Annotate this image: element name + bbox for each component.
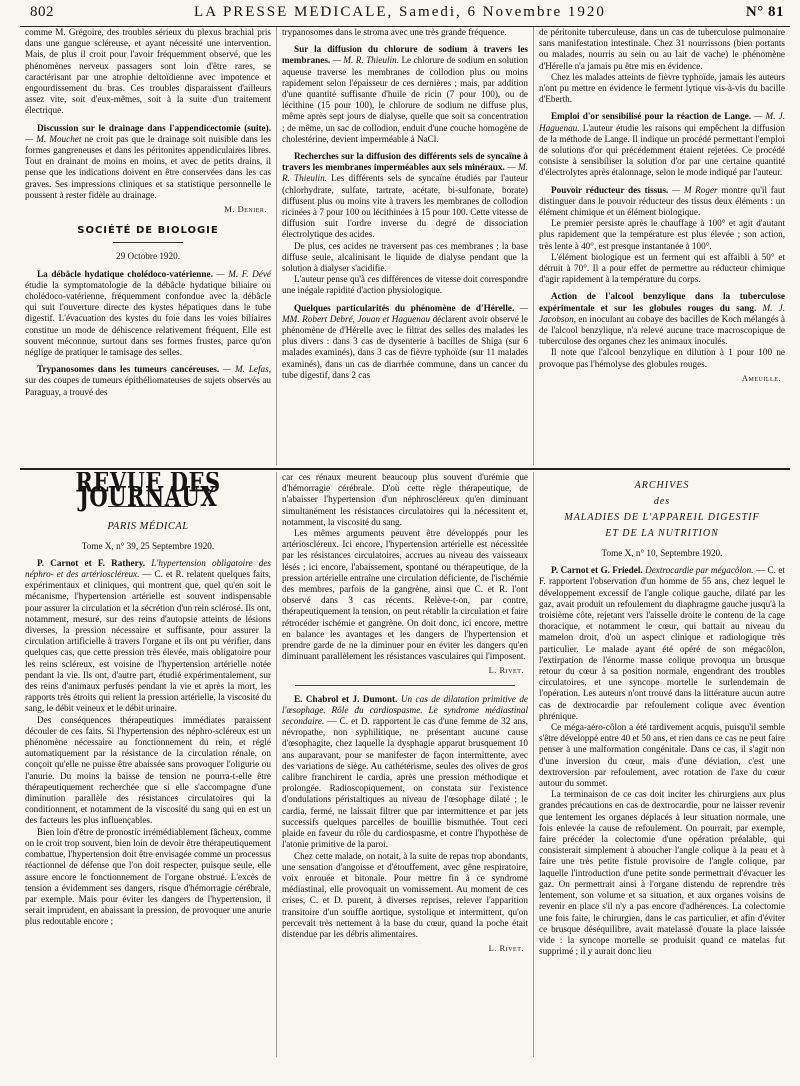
article-author: — M. J. Haguenau. (539, 111, 786, 133)
article-title: Un cas de dilatation primitive de l'œsophage. Rôle du cardiospasme. Le syndrome médiastinal secondaire. (282, 693, 528, 727)
signature: Ameuille. (741, 372, 781, 383)
paragraph: Bien loin d'être de pronostic irrémédiablement fâcheux, comme on le croit trop souvent, bien loin de devoir être thérapeutiquement combattue, l'hypertension doit être envisagée comme un processus réactionnel de défense que l'on doit respecter, puisque seule, elle assure encore le fonctionnement de l'organe obstrué. L'excès de tension a évidemment ses dangers, risque d'hémorragie cérébrale, par exemple. Mais pour éviter les dangers de l'hypertension, il serait imprudent, en abaissant la pression, de provoquer une anurie plus redoutable encore ; (25, 826, 271, 927)
article-title: L'hypertension obligatoire des néphro- et des artérioscléreux. (25, 557, 271, 580)
article-author: — M Roger (671, 184, 718, 195)
article-title: Recherches sur la diffusion des différents sels de syncaïne à travers les membranes imperméables aux sels minéraux. (282, 151, 528, 173)
newspaper-title: LA PRESSE MEDICALE, Samedi, 6 Novembre 1920 (194, 4, 606, 20)
article-title: Quelques particularités du phénomène de d'Hérelle. (294, 302, 515, 313)
paragraph: Les mêmes arguments peuvent être développés pour les artérioscléreux. Ici encore, l'hypertension artérielle est nécessitée par les résistances circulatoires, accrues au niveau des vaisseaux lésés ; ici encore, l'abaissement, spontané ou thérapeutique, de la pression artérielle entraîne une circulation déficiente, de l'ischémie des membres, parfois de la gangrène, ainsi que C. et R. l'ont observé dans 3 cas récents. Relève-t-on, par contre, thérapeutiquement la tension, on peut rétablir la circulation et faire rétrocéder ischémie et gangrène. On doit donc, ici encore, mettre en balance les avantages et les dangers de l'hypertension et prendre garde de ne la diminuer pour en éviter les dangers qu'en diminuant parallèlement les résistances vasculaires qui l'imposent. (282, 528, 528, 662)
article (539, 565, 785, 722)
article-title: Trypanosomes dans les tumeurs cancéreuses. (37, 364, 220, 375)
paragraph: Chez cette malade, on notait, à la suite de repas trop abondants, une sensation d'angoisse et d'étouffement, avec gêne respiratoire, voix enrouée et bitonale. Pour mettre fin à ce syndrome médiastinal, elle provoquait un vomissement. Au moment de ces crises, C. et D. purent, à diverses reprises, relever l'apparition transitoire d'un souffle aortique, systolique et intermittent, qu'on percevait très nettement à la base du cœur, quand la poche était distendue par les débris alimentaires. (282, 850, 528, 939)
article-title: La débâcle hydatique cholédoco-vatérienne. (37, 268, 213, 279)
article-title: Discussion sur le drainage dans l'appendicectomie (suite). (37, 122, 271, 133)
article-title: Dextrocardie par mégacôlon. (642, 565, 754, 576)
article-text: — C. et D. rapportent le cas d'une femme de 32 ans, névropathe, non syphilitique, ne présentant aucune cause d'œsophagite, chez laquelle la dysphagie apparut brusquement 10 ans auparavant, pour se manifester de façon intermittente, avec des variations de siège. Au cathétérisme, seules des olives de gros calibre franchirent le cardia, après une pression méthodique et prolongée. Radioscopiquement, on constata sur l'existence d'ondulations péristaltiques au niveau de l'œsophage dilaté ; le cardia, fermé, ne laissait filtrer que par intermittence et par jets successifs quelques parcelles de bouillie bismuthée. Tout ceci plaide en faveur du rôle du cardiospasme, et contre l'hypothèse de l'atonie primitive de la paroi. (282, 716, 528, 850)
journal-name-line: MALADIES DE L'APPAREIL DIGESTIF (564, 512, 760, 523)
article-text: montre qu'il faut distinguer dans le pouvoir réducteur des tissus deux éléments : un élément chimique et un élément biologique. (539, 184, 786, 218)
article-text: — C. et R. relatent quelques faits, expérimentaux et cliniques, qui montrent que, quel qu'en soit le mécanisme, l'hypertension artérielle est souvent indispensable pour assurer la circulation et la sécrétion d'un rein sclérosé. Ils ont, notamment, mesuré, sur des reins d'autopsie atteints de lésions diverses, la pression nécessaire et suffisante, pour assurer la circulation artificielle à travers l'organe et ils ont pu vérifier, dans quelques cas, que cette pression très élevée, mais obligatoire pour les reins scléreux, est voisine de l'hypertension artérielle notée pendant la vie. Ils ont, d'autre part, étudié expérimentalement, sur des reins d'animaux perfusés pendant la vie et après la mort, les rapports très étroits qui relient la pression artérielle, la viscosité du sang, le débit veineux et le débit urinaire. (25, 569, 271, 714)
bottom-column-3 (533, 472, 790, 1057)
journal-issue: Tome X, n° 10, Septembre 1920. (601, 548, 723, 558)
article (282, 44, 528, 145)
article-author: — M. Lefas (223, 364, 269, 375)
article-text: L'auteur étudie les raisons qui empêchent la diffusion de la méthode de Lange. Il indique un procédé permettant l'emploi de solutions d'or qui précédemment étaient rejetées. Ce procédé consiste à sensibiliser la solution d'or par une certaine quantité d'électrolytes après étalonnage, selon le mode indiqué par l'auteur. (539, 122, 785, 178)
article-authors: P. Carnot et G. Friedel. (551, 565, 643, 576)
article-text: Le chlorure de sodium en solution aqueuse traverse les membranes de collodion plus ou moins rapidement selon l'épaisseur de ces dernières ; mais, par addition d'une quantité suffisante d'huile de ricin (7 pour 100), ou de lécithine (15 pour 100), le chlorure de sodium ne diffuse plus, même après sept jours de dialyse, quelle que soit sa concentration ; de même, un sac de collodion, enduit d'une couche homogène de cholestérine, devient imperméable à NaCl. (282, 55, 529, 144)
article (282, 694, 528, 851)
journal-name-line: ARCHIVES (634, 480, 690, 491)
paragraph: car ces rénaux meurent beaucoup plus souvent d'urémie que d'hémorragie cérébrale. D'où cette règle thérapeutique, de n'abaisser l'hypertension d'un néphroscléreux qu'en diminuant simultanément les résistances circulatoires qui la nécessitent et, notamment, la viscosité du sang. (282, 472, 528, 527)
paragraph: Chez les malades atteints de fièvre typhoïde, jamais les auteurs n'ont pu mettre en évidence le ferment lytique vis-à-vis du bacille d'Eberth. (539, 71, 785, 105)
article (25, 123, 271, 201)
article-text: Les différents sels de syncaïne étudiés par l'auteur (chlorhydrate, sulfate, tartrate, acétate, bi-sulfonate, borate) diffusent plus ou moins vite à travers les membranes de collodion ricinées à 7 pour 100 ou lécithinées à 15 pour 100. Cette vitesse de diffusion suit l'ordre inverse du degré de dissociation électrolytique des acides. (282, 173, 528, 240)
article-text: déclarent avoir observé le phénomène de d'Hérelle avec le filtrat des selles des malades les plus divers : dans 3 cas de dysenterie à bacilles de Shiga (sur 6 malades examinés), dans 3 cas de fièvre typhoïde (sur 11 malades examinés), dans un cas de diarrhée commune, dans un cancer du tube digestif, dans 2 cas (282, 313, 528, 380)
paragraph: comme M. Grégoire, des troubles sérieux du plexus brachial pris dans une gangue scléreuse, et ayant nécessité une intervention. Mais, de plus il croit pour l'avoir fréquemment observé, que les phénomènes nerveux passagers sont loin d'être rares, se caractérisant par une atrophie deltoïdienne avec impotence et engourdissement du bras. Ces troubles disparaissent d'ailleurs assez vite, soit d'eux-mêmes, soit à la suite d'un traitement électrique. (25, 27, 271, 116)
bottom-columns (20, 472, 790, 1057)
article (25, 558, 271, 715)
article (25, 364, 271, 398)
journal-name-line: ET DE LA NUTRITION (605, 528, 719, 539)
journal-issue: Tome X, n° 39, 25 Septembre 1920. (81, 540, 215, 551)
revue-title: REVUE DES JOURNAUX (75, 472, 221, 513)
article (539, 291, 785, 347)
journal-name (539, 478, 785, 542)
article (282, 303, 528, 381)
article-author: — M. R. Thieulin. (282, 162, 529, 184)
signature: L. Rivet. (488, 943, 524, 954)
article-text: , sur des coupes de tumeurs épithéliomateuses de sujets observés au Paraguay, a trouvé des (25, 364, 272, 397)
article-text: ne croit pas que le drainage soit nuisible dans les formes gangreneuses et dans les péritonites appendiculaires libres. Tout en drainant de moins en moins, et avec de petits drains, il pense que les indications doivent en être conservées dans les cas graves. Ses impressions cliniques et sa statistique personnelle le poussent à rester fidèle au drainage. (25, 133, 271, 200)
article-author: — M. R. Thieulin. (332, 55, 399, 66)
journal-name: PARIS MÉDICAL (107, 521, 189, 533)
article-authors: P. Carnot et F. Rathery. (37, 557, 146, 568)
article-author: M. J. Jacobson, (539, 302, 785, 324)
section-date: 29 Octobre 1920. (115, 251, 181, 262)
article (539, 111, 785, 178)
article-authors: E. Chabrol et J. Dumont. (294, 693, 398, 704)
issue-number: N° 81 (745, 4, 784, 20)
paragraph: De plus, ces acides ne traversent pas ces membranes ; la base diffuse seule, alcalinisant le liquide de dialyse pendant que la solution à dialyser s'acidifie. (282, 240, 528, 274)
top-column-2 (276, 27, 533, 465)
article (282, 151, 528, 241)
paragraph: de péritonite tuberculeuse, dans un cas de tuberculose pulmonaire sans manifestation intestinale. Chez 31 nourrissons (bien portants ou malades, nourris au sein ou au lait de vache) le phénomène d'Hérelle n'a jamais pu être mis en évidence. (539, 27, 785, 71)
paragraph: L'auteur pense qu'à ces différences de vitesse doit correspondre une inégale rapidité d'action physiologique. (282, 274, 528, 296)
paragraph: L'élément biologique est un ferment qui est affaibli à 50° et détruit à 70°. Il a pour effet de permettre au réducteur chimique d'agir rapidement à la température du corps. (539, 251, 785, 285)
journal-name-line: des (653, 496, 671, 507)
signature: L. Rivet. (488, 665, 524, 676)
paragraph: Ce méga-aéro-côlon a été tardivement acquis, puisqu'il semble s'être développé entre 40 et 50 ans, et rien dans ce cas ne peut faire penser à une malformation congénitale. Dans ce cas, il s'agit non d'une inversion du cœur, mais d'une déviation, c'est une dextroversion par refoulement, avec rotation de l'axe du cœur autour du sommet. (539, 722, 785, 789)
article-author: — M. Mouchet (25, 133, 82, 144)
newspaper-page (20, 4, 790, 1076)
section-divider (20, 468, 790, 470)
bottom-column-1 (20, 472, 276, 1057)
article-title: Emploi d'or sensibilisé pour la réaction de Lange. (551, 111, 752, 122)
article-author: — M. F. Dévé (216, 268, 271, 279)
paragraph: Le premier persiste après le chauffage à 100° et agit d'autant plus rapidement que la température est plus élevée ; son action, très lente à 40°, est presque instantanée à 100°. (539, 218, 785, 251)
page-number: 802 (30, 4, 54, 20)
top-column-1 (20, 27, 276, 465)
paragraph: Il note que l'alcool benzylique en dilution à 1 pour 100 ne provoque pas l'hémolyse des globules rouges. (539, 347, 785, 369)
article-title: Sur la diffusion du chlorure de sodium à travers les membranes. (282, 44, 528, 66)
signature: M. Denier. (224, 204, 267, 215)
paragraph: Des conséquences thérapeutiques immédiates paraissent découler de ces faits. Si l'hypertension des néphro-scléreux est un phénomène nécessaire au fonctionnement du rein, et réglé automatiquement par la résistance de la circulation rénale, on conçoit qu'elle ne puisse être abaissée sans provoquer l'oligurie ou l'anurie. Du moins la baisse de tension ne pourra-t-elle être thérapeutiquement recherchée que si elle s'accompagne d'une diminution parallèle des résistances circulatoires qui la conditionnent, et notamment de la viscosité du sang qui en est un des facteurs les plus influençables. (25, 714, 271, 826)
article (539, 185, 785, 219)
article (25, 269, 271, 359)
page-header (20, 4, 790, 27)
article-text: — C. et F. rapportent l'observation d'un homme de 55 ans, chez lequel le développement excessif de l'angle colique gauche, dilaté par les gaz, avait produit un refoulement du diaphragme gauche jusqu'à la troisième côte, rejetant vers l'aisselle droite le contenu de la cage thoracique, et notamment le cœur, qui battait au niveau du mamelon droit, d'où un aspect clinique et radiologique très particulier. Le malade ayant été opéré de son mégacôlon, l'extirpation de l'énorme masse colique provoqua un brusque retour du cœur à sa position normale, engendrant des troubles circulatoires, et une syncope mortelle le surlendemain de l'opération. Les auteurs n'ont trouvé dans la littérature aucun autre cas de dextrocardie par refoulement colique avec évention phrénique. (539, 565, 785, 721)
bottom-column-2 (276, 472, 533, 1057)
article-text: étudie la symptomatologie de la débâcle hydatique biliaire ou cholédoco-vatérienne, fréquemment confondue avec la débâcle qui suit l'ouverture directe des kystes hépatiques dans le tube digestif. L'évacuation des kystes du foie dans les voies biliaires constitue un mode de déhiscence relativement fréquent. Elle est souvent méconnue, surtout dans ses formes frustes, parce qu'on néglige de pratiquer le tamisage des selles. (25, 279, 271, 358)
divider (113, 242, 183, 243)
article-title: Action de l'alcool benzylique dans la tuberculose expérimentale et sur les globules rouges du sang. (539, 291, 785, 313)
top-columns (20, 27, 790, 465)
article-author: — MM. Robert Debré, Jouan et Haguenau (282, 302, 529, 324)
divider (295, 685, 515, 686)
section-title: SOCIÉTÉ DE BIOLOGIE (77, 225, 219, 237)
paragraph: trypanosomes dans le stroma avec une très grande fréquence. (282, 27, 507, 37)
paragraph: La terminaison de ce cas doit inciter les chirurgiens aux plus grandes précautions en cas de dextrocardie, pour ne laisser revenir que lentement les organes déplacés à leur situation normale, une fois enlevée la cause de refoulement. On pourrait, par exemple, faire précéder la colectomie d'une opération préalable, qui consisterait simplement à aboucher l'angle colique à la peau et à faire une très petite fistule provisoire de l'angle colique, par laquelle l'introduction d'une petite sonde permettrait d'évacuer les gaz. On permettrait ainsi à l'organe distendu de reprendre très lentement, son volume et sa situation, et aux organes voisins de revenir en place s'il n'y a pas encore d'adhérences. La colectomie une fois faite, le chirurgien, dans le cas particulier, et afin d'éviter ce brusque déséquilibre, avait matelassé d'ouate la place laissée vide : la syncope mortelle se produisit quand ce matelas fut supprimé ; il y aurait donc lieu (539, 789, 785, 957)
top-column-3 (533, 27, 790, 465)
article-text: en inoculant au cobaye des bacilles de Koch mélangés à de l'alcool benzylique, n'a relevé aucune trace macroscopique de tuberculose des organes chez les animaux inoculés. (539, 313, 785, 347)
article-title: Pouvoir réducteur des tissus. (551, 184, 669, 195)
